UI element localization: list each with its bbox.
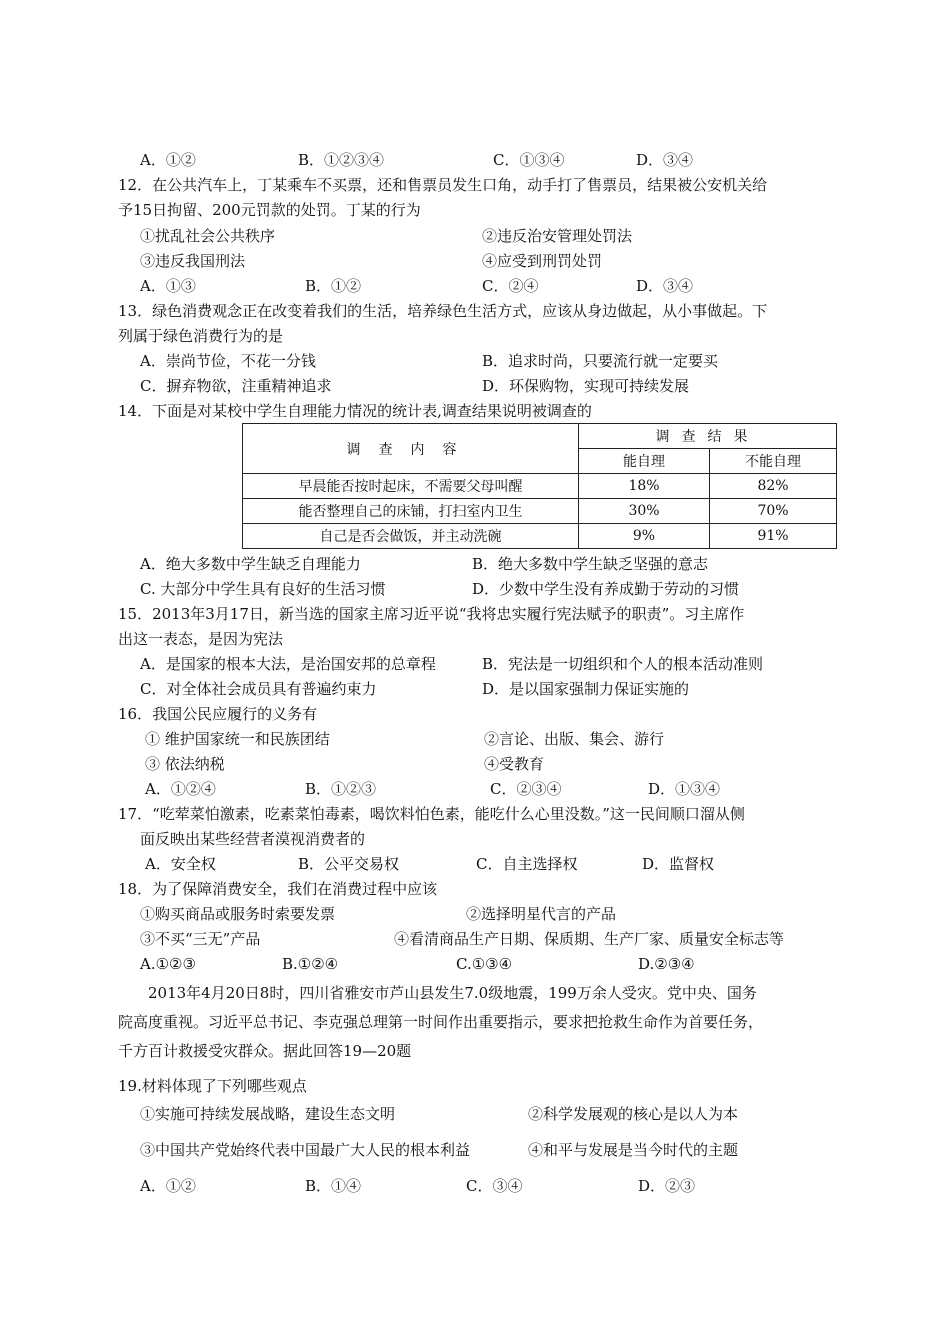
material-line2: 院高度重视。习近平总书记、李克强总理第一时间作出重要指示，要求把抢救生命作为首要任务， (118, 1013, 764, 1031)
q11-option-b: B．①②③④ (298, 151, 385, 169)
q16-stem: 16．我国公民应履行的义务有 (118, 705, 318, 723)
q19-stem: 19.材料体现了下列哪些观点 (118, 1077, 307, 1095)
q17-option-a: A．安全权 (145, 855, 216, 873)
table-col-no: 不能自理 (710, 449, 837, 474)
table-cell-no: 82% (710, 474, 837, 499)
q13-stem-line1: 13．绿色消费观念正在改变着我们的生活，培养绿色生活方式，应该从身边做起，从小事做起。下 (118, 302, 768, 320)
q12-item-4: ④应受到刑罚处罚 (482, 252, 603, 270)
q15-option-d: D．是以国家强制力保证实施的 (482, 680, 690, 698)
table-row (243, 499, 837, 524)
q13-option-a: A．崇尚节俭，不花一分钱 (140, 352, 316, 370)
q14-option-c: C. 大部分中学生具有良好的生活习惯 (140, 580, 386, 598)
q14-stem: 14．下面是对某校中学生自理能力情况的统计表,调查结果说明被调查的 (118, 402, 592, 420)
q19-option-c: C．③④ (466, 1177, 523, 1195)
q17-option-b: B．公平交易权 (298, 855, 400, 873)
q12-item-3: ③违反我国刑法 (140, 252, 246, 270)
q12-option-d: D．③④ (636, 277, 694, 295)
material-line3: 千方百计救援受灾群众。据此回答19—20题 (118, 1042, 412, 1060)
q12-item-2: ②违反治安管理处罚法 (482, 227, 633, 245)
q12-option-a: A．①③ (140, 277, 196, 295)
q16-option-a: A．①②④ (145, 780, 216, 798)
q18-option-c: C.①③④ (456, 955, 513, 973)
material-line1: 2013年4月20日8时，四川省雅安市芦山县发生7.0级地震，199万余人受灾。党中央、国务 (148, 984, 757, 1002)
q18-option-b: B.①②④ (282, 955, 339, 973)
q19-option-d: D．②③ (638, 1177, 696, 1195)
q19-option-b: B．①④ (305, 1177, 362, 1195)
q17-stem-line2: 面反映出某些经营者漠视消费者的 (140, 830, 366, 848)
q15-option-a: A．是国家的根本大法，是治国安邦的总章程 (140, 655, 436, 673)
q17-option-c: C．自主选择权 (476, 855, 578, 873)
q16-item-2: ②言论、出版、集会、游行 (484, 730, 665, 748)
table-cell-item: 早晨能否按时起床，不需要父母叫醒 (243, 474, 579, 499)
q17-option-d: D．监督权 (642, 855, 715, 873)
q12-option-b: B．①② (305, 277, 362, 295)
q18-item-1: ①购买商品或服务时索要发票 (140, 905, 336, 923)
table-cell-item: 自己是否会做饭，并主动洗碗 (243, 524, 579, 549)
q16-item-3: ③ 依法纳税 (145, 755, 225, 773)
q18-item-2: ②选择明星代言的产品 (466, 905, 617, 923)
q19-item-3: ③中国共产党始终代表中国最广大人民的根本利益 (140, 1141, 471, 1159)
q14-option-d: D．少数中学生没有养成勤于劳动的习惯 (472, 580, 740, 598)
q15-stem-line1: 15．2013年3月17日，新当选的国家主席习近平说“我将忠实履行宪法赋予的职责”。习主席作 (118, 605, 745, 623)
table-row (243, 474, 837, 499)
q16-option-d: D．①③④ (648, 780, 721, 798)
table-cell-no: 70% (710, 499, 837, 524)
q13-stem-line2: 列属于绿色消费行为的是 (118, 327, 284, 345)
q19-option-a: A．①② (140, 1177, 196, 1195)
q18-item-3: ③不买“三无”产品 (140, 930, 261, 948)
q18-stem: 18．为了保障消费安全，我们在消费过程中应该 (118, 880, 438, 898)
q12-option-c: C．②④ (482, 277, 539, 295)
q14-option-b: B．绝大多数中学生缺乏坚强的意志 (472, 555, 709, 573)
table-row (243, 524, 837, 549)
table-cell-yes: 9% (579, 524, 710, 549)
q12-stem-line1: 12．在公共汽车上，丁某乘车不买票，还和售票员发生口角，动手打了售票员，结果被公安机关给 (118, 176, 768, 194)
q19-item-4: ④和平与发展是当今时代的主题 (528, 1141, 739, 1159)
table-cell-yes: 30% (579, 499, 710, 524)
q16-item-4: ④受教育 (484, 755, 545, 773)
table-col-yes: 能自理 (579, 449, 710, 474)
q12-item-1: ①扰乱社会公共秩序 (140, 227, 276, 245)
table-cell-yes: 18% (579, 474, 710, 499)
q14-option-a: A．绝大多数中学生缺乏自理能力 (140, 555, 361, 573)
q15-stem-line2: 出这一表态，是因为宪法 (118, 630, 284, 648)
q13-option-c: C．摒弃物欲，注重精神追求 (140, 377, 332, 395)
survey-table (242, 423, 837, 549)
table-cell-item: 能否整理自己的床铺，打扫室内卫生 (243, 499, 579, 524)
q12-stem-line2: 予15日拘留、200元罚款的处罚。丁某的行为 (118, 201, 421, 219)
q19-item-2: ②科学发展观的核心是以人为本 (528, 1105, 739, 1123)
q11-option-a: A．①② (140, 151, 196, 169)
q15-option-c: C．对全体社会成员具有普遍约束力 (140, 680, 377, 698)
q18-option-d: D.②③④ (638, 955, 695, 973)
table-cell-no: 91% (710, 524, 837, 549)
q16-option-c: C．②③④ (490, 780, 562, 798)
q17-stem-line1: 17．“吃荤菜怕激素，吃素菜怕毒素，喝饮料怕色素，能吃什么心里没数。”这一民间顺口溜从侧 (118, 805, 745, 823)
q19-item-1: ①实施可持续发展战略，建设生态文明 (140, 1105, 396, 1123)
q11-option-c: C．①③④ (493, 151, 565, 169)
table-header-content: 调查内容 (243, 424, 579, 474)
q13-option-b: B．追求时尚，只要流行就一定要买 (482, 352, 719, 370)
q11-option-d: D．③④ (636, 151, 694, 169)
q15-option-b: B．宪法是一切组织和个人的根本活动准则 (482, 655, 764, 673)
table-header-result: 调查结果 (579, 424, 837, 449)
q13-option-d: D．环保购物，实现可持续发展 (482, 377, 690, 395)
q16-item-1: ① 维护国家统一和民族团结 (145, 730, 330, 748)
q18-option-a: A.①②③ (140, 955, 196, 973)
q18-item-4: ④看清商品生产日期、保质期、生产厂家、质量安全标志等 (394, 930, 785, 948)
q16-option-b: B．①②③ (305, 780, 377, 798)
